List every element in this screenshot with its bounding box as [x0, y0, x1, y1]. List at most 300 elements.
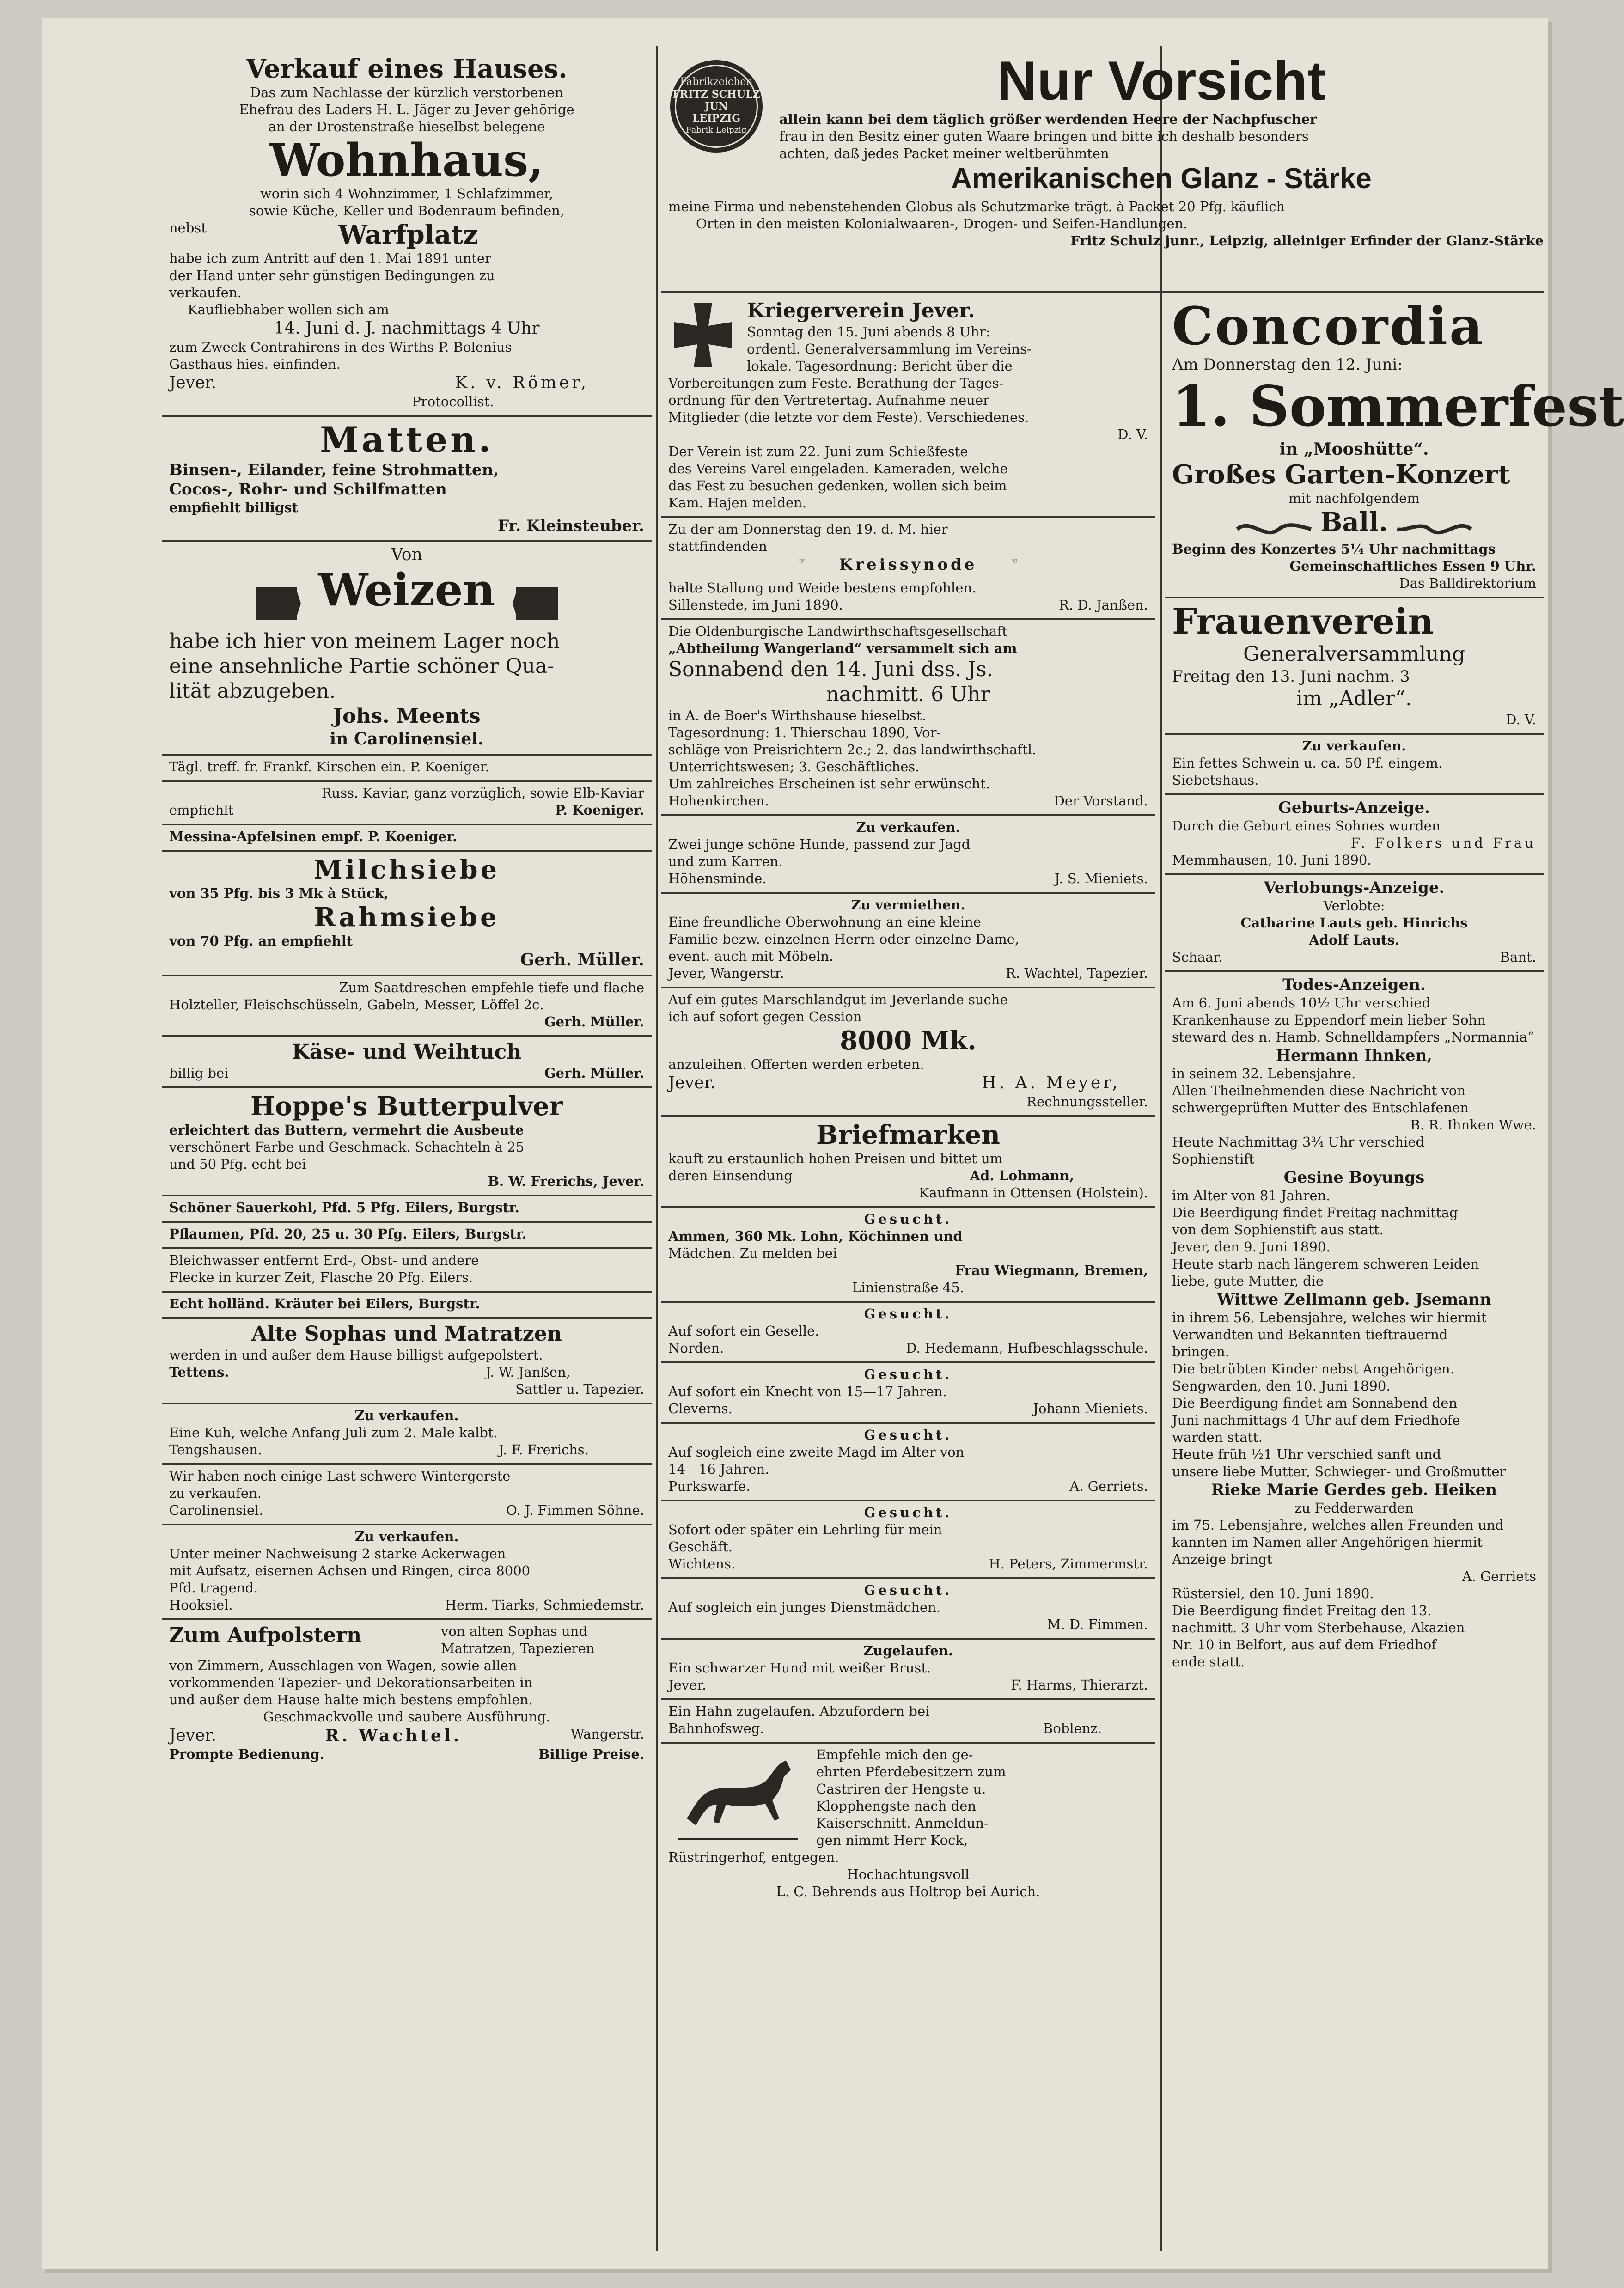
- ad-text: „Abtheilung Wangerland“ versammelt sich am: [668, 640, 1017, 656]
- ad-text: Kaiserschnitt. Anmeldun-: [816, 1815, 989, 1831]
- ad-text: vorkommenden Tapezier- und Dekorationsarbeiten in: [169, 1674, 533, 1690]
- ad-title: Geburts-Anzeige.: [1278, 798, 1430, 817]
- ad-briefmarken: [661, 1117, 1155, 1208]
- ad-concordia: [1165, 296, 1624, 598]
- ad-title: Zugelaufen.: [863, 1642, 953, 1659]
- stamp-text: Fabrik Leipzig: [686, 125, 747, 135]
- ad-subheadline: Großes Garten-Konzert: [1172, 459, 1510, 490]
- ad-text: empfiehlt: [169, 802, 234, 818]
- ad-magd: [661, 1424, 1155, 1501]
- ad-place: Jever.: [668, 1073, 716, 1092]
- ad-text: Gemeinschaftliches Essen 9 Uhr.: [1289, 558, 1536, 574]
- ad-text: Eine Kuh, welche Anfang Juli zum 2. Male kalbt.: [169, 1424, 498, 1440]
- ad-text: das Fest zu besuchen gedenken, wollen sich beim: [668, 478, 1007, 494]
- ad-date: Am Donnerstag den 12. Juni:: [1172, 355, 1403, 374]
- ad-role: Linienstraße 45.: [852, 1279, 964, 1295]
- ad-text: nachmitt. 3 Uhr vom Sterbehause, Akazien: [1172, 1619, 1465, 1635]
- ad-role: Sattler u. Tapezier.: [515, 1381, 644, 1397]
- ad-title: Zum Aufpolstern: [169, 1623, 362, 1647]
- ad-text: Cocos-, Rohr- und Schilfmatten: [169, 480, 447, 499]
- ad-date: Sonnabend den 14. Juni dss. Js.: [668, 657, 993, 681]
- iron-cross-icon: [668, 300, 738, 370]
- ad-place: Jever.: [169, 373, 217, 392]
- ad-signer: O. J. Fimmen Söhne.: [506, 1502, 644, 1518]
- ad-text: Eine freundliche Oberwohnung an eine kleine: [668, 914, 981, 930]
- ad-place: Tettens.: [169, 1364, 229, 1380]
- ad-text: zu verkaufen.: [169, 1485, 262, 1501]
- ad-text: Die Beerdigung findet am Sonnabend den: [1172, 1395, 1458, 1411]
- ad-signer: B. R. Ihnken Wwe.: [1410, 1117, 1536, 1133]
- ad-place: Carolinensiel.: [169, 1502, 263, 1518]
- ad-place: Jever.: [668, 1677, 707, 1693]
- ad-title: Alte Sophas und Matratzen: [251, 1322, 562, 1346]
- ad-text: ende statt.: [1172, 1653, 1245, 1670]
- ad-text: von Zimmern, Ausschlagen von Wagen, sowie allen: [169, 1657, 517, 1673]
- ad-text: Um zahlreiches Erscheinen ist sehr erwünscht.: [668, 775, 990, 792]
- ad-text: und 50 Pfg. echt bei: [169, 1156, 306, 1172]
- ad-text: Billige Preise.: [538, 1746, 644, 1762]
- ad-place: Jever, Wangerstr.: [668, 965, 784, 981]
- ad-text: des Vereins Varel eingeladen. Kameraden, welche: [668, 461, 1008, 476]
- ad-text: sowie Küche, Keller und Bodenraum befinden,: [249, 203, 565, 219]
- ad-text: empfiehlt billigst: [169, 500, 298, 515]
- ad-saat: [162, 976, 652, 1037]
- ad-title: Käse- und Weihtuch: [292, 1040, 522, 1064]
- stamp-text: Fabrikzeichen: [680, 76, 753, 88]
- ad-hund-zugelaufen: [661, 1640, 1155, 1700]
- ad-text: Zwei junge schöne Hunde, passend zur Jagd: [668, 836, 971, 852]
- pointing-hand-icon: [512, 578, 562, 629]
- ad-place: in „Mooshütte“.: [1279, 439, 1429, 459]
- ad-text: Ehefrau des Laders H. L. Jäger zu Jever gehörige: [239, 102, 574, 117]
- ad-text: verschönert Farbe und Geschmack. Schachteln à 25: [169, 1139, 525, 1155]
- ad-headline: Nur Vorsicht: [997, 50, 1326, 112]
- ad-text: Holzteller, Fleischschüsseln, Gabeln, Messer, Löffel 2c.: [169, 996, 544, 1013]
- newspaper-page: [42, 18, 1624, 2269]
- column-rule: [656, 46, 658, 2251]
- ad-place: Purkswarfe.: [668, 1478, 751, 1494]
- ad-pflaumen: Pflaumen, Pfd. 20, 25 u. 30 Pfg. Eilers, Burgstr.: [162, 1223, 652, 1249]
- ad-text: frau in den Besitz einer guten Waare bringen und bitte ich deshalb besonders: [779, 128, 1309, 144]
- ad-title: Kreissynode: [839, 555, 977, 574]
- ad-text: Geschäft.: [668, 1538, 733, 1555]
- ad-text: Krankenhause zu Eppendorf mein lieber Sohn: [1172, 1012, 1486, 1028]
- ad-text: stattfindenden: [668, 538, 767, 554]
- ad-signer: Johann Mieniets.: [1033, 1400, 1148, 1416]
- ad-text: an der Drostenstraße hieselbst belegene: [268, 119, 545, 134]
- ad-text: Auf sofort ein Geselle.: [668, 1323, 819, 1339]
- ad-butterpulver: [162, 1088, 652, 1196]
- ad-text: Das zum Nachlasse der kürzlich verstorbenen: [250, 85, 563, 100]
- ad-place: Sillenstede, im Juni 1890.: [668, 597, 843, 613]
- ad-text: lität abzugeben.: [169, 679, 336, 703]
- ad-title: Zu verkaufen.: [856, 819, 960, 835]
- ad-signer: H. A. Meyer,: [982, 1073, 1120, 1092]
- ad-text: Prompte Bedienung.: [169, 1746, 324, 1762]
- ad-hahn: [661, 1700, 1155, 1744]
- ad-text: warden statt.: [1172, 1429, 1263, 1445]
- ad-text: Kaufliebhaber wollen sich am: [188, 302, 389, 317]
- ad-hengste: [661, 1744, 1155, 1905]
- ad-house-sale: [162, 51, 652, 417]
- ad-text: schläge von Preisrichtern 2c.; 2. das landwirthschaftl.: [668, 741, 1037, 757]
- ad-title: Zu verkaufen.: [354, 1528, 459, 1544]
- ad-text: Am 6. Juni abends 10½ Uhr verschied: [1172, 995, 1431, 1011]
- ad-text: in seinem 32. Lebensjahre.: [1172, 1065, 1356, 1081]
- ad-text: Die betrübten Kinder nebst Angehörigen.: [1172, 1361, 1454, 1377]
- ad-text: erleichtert das Buttern, vermehrt die Ausbeute: [169, 1122, 524, 1138]
- ad-text: Auf sogleich ein junges Dienstmädchen.: [668, 1599, 941, 1615]
- ad-schwein: [1165, 735, 1544, 795]
- ad-text: Zum Saatdreschen empfehle tiefe und flache: [339, 979, 644, 995]
- ad-text: ordnung für den Vertretertag. Aufnahme neuer: [668, 392, 989, 408]
- ad-title: Kriegerverein Jever.: [747, 299, 975, 323]
- horse-icon: [668, 1749, 807, 1846]
- ad-weizen: [162, 542, 652, 756]
- ad-text: von 35 Pfg. bis 3 Mk à Stück,: [169, 885, 389, 901]
- ad-text: Verlobte:: [1323, 897, 1385, 914]
- ad-text: Von: [391, 545, 422, 564]
- ad-signer: D. V.: [1117, 427, 1148, 442]
- ad-title: Briefmarken: [816, 1119, 1000, 1150]
- ad-signer: Das Balldirektorium: [1399, 575, 1536, 591]
- ad-siebe: [162, 852, 652, 976]
- ad-signer: K. v. Römer,: [455, 373, 589, 392]
- ad-aufpolstern: [162, 1620, 652, 1768]
- column-rule: [1160, 46, 1162, 2251]
- ad-text: Die Beerdigung findet Freitag den 13.: [1172, 1602, 1432, 1618]
- ad-text: Wir haben noch einige Last schwere Wintergerste: [169, 1468, 511, 1484]
- ad-place: im „Adler“.: [1296, 686, 1412, 710]
- ad-text: steward des n. Hamb. Schnelldampfers „Normannia“: [1172, 1029, 1534, 1045]
- column-middle: [661, 296, 1155, 1905]
- ad-role: Protocollist.: [412, 394, 494, 409]
- ad-text: achten, daß jedes Packet meiner weltberühmten: [779, 146, 1109, 161]
- ad-text: Heute starb nach längerem schweren Leiden: [1172, 1256, 1479, 1272]
- ad-sauerkohl: Schöner Sauerkohl, Pfd. 5 Pfg. Eilers, Burgstr.: [162, 1196, 652, 1223]
- ad-place: Memmhausen, 10. Juni 1890.: [1172, 852, 1372, 868]
- ad-text: zu Fedderwarden: [1294, 1500, 1414, 1516]
- ad-text: ordentl. Generalversammlung im Vereins-: [747, 341, 1032, 357]
- ad-sophas: [162, 1319, 652, 1404]
- ad-text: Empfehle mich den ge-: [816, 1746, 973, 1763]
- ad-title: Rahmsiebe: [314, 902, 500, 933]
- ad-signer: J. W. Janßen,: [485, 1364, 570, 1380]
- ad-kaese: [162, 1037, 652, 1088]
- ad-nur-vorsicht: [661, 51, 1544, 293]
- ad-text: Orten in den meisten Kolonialwaaren-, Drogen- und Seifen-Handlungen.: [696, 216, 1188, 232]
- ad-text: Pfd. tragend.: [169, 1580, 258, 1596]
- ad-text: zum Zweck Contrahirens in des Wirths P. Bolenius: [169, 339, 512, 355]
- ad-place: Bant.: [1500, 949, 1536, 965]
- ad-place: Wichtens.: [668, 1556, 736, 1572]
- ad-title: Zu verkaufen.: [1302, 738, 1406, 754]
- ad-place: in Carolinensiel.: [330, 729, 484, 749]
- ad-text: im 75. Lebensjahre, welches allen Freunden und: [1172, 1517, 1504, 1533]
- ad-text: Tagesordnung: 1. Thierschau 1890, Vor-: [668, 724, 941, 740]
- ad-text: Allen Theilnehmenden diese Nachricht von: [1172, 1082, 1466, 1098]
- ad-signer: J. S. Mieniets.: [1054, 870, 1148, 886]
- ad-text: Unter meiner Nachweisung 2 starke Ackerwagen: [169, 1545, 506, 1562]
- ad-signer: D. Hedemann, Hufbeschlagsschule.: [906, 1340, 1148, 1356]
- ad-title: Gesucht.: [864, 1582, 952, 1598]
- ad-text: deren Einsendung: [668, 1167, 793, 1184]
- ad-name: Gesine Boyungs: [1283, 1168, 1425, 1187]
- ad-name: Catharine Lauts geb. Hinrichs: [1240, 915, 1468, 931]
- ad-name: Wittwe Zellmann geb. Jsemann: [1217, 1290, 1491, 1309]
- ad-text: habe ich hier von meinem Lager noch: [169, 629, 560, 653]
- ad-amount: 8000 Mk.: [840, 1025, 977, 1056]
- ad-text: nebst: [169, 220, 207, 236]
- ad-text: in A. de Boer's Wirthshause hieselbst.: [668, 707, 926, 723]
- ad-signer: Der Vorstand.: [1054, 793, 1148, 809]
- ad-text: von alten Sophas und Matratzen, Tapezieren: [441, 1623, 595, 1656]
- ad-text: von 70 Pfg. an empfiehlt: [169, 933, 353, 949]
- ad-ammen: [661, 1208, 1155, 1303]
- ad-place: Hohenkirchen.: [668, 793, 769, 809]
- ad-place: Siebetshaus.: [1172, 772, 1259, 788]
- ad-text: in ihrem 56. Lebensjahre, welches wir hiermit: [1172, 1309, 1487, 1325]
- ad-hunde: [661, 816, 1155, 894]
- ad-text: Russ. Kaviar, ganz vorzüglich, sowie Elb-Kaviar: [321, 785, 644, 801]
- ad-text: Ammen, 360 Mk. Lohn, Köchinnen und: [668, 1228, 963, 1244]
- ad-text: Nr. 10 in Belfort, aus auf dem Friedhof: [1172, 1636, 1436, 1653]
- ad-date: Freitag den 13. Juni nachm. 3: [1172, 667, 1410, 686]
- ad-title: Gesucht.: [864, 1427, 952, 1443]
- ad-signer: A. Gerriets.: [1069, 1478, 1148, 1494]
- ad-signer: R. Wachtel, Tapezier.: [1005, 965, 1148, 981]
- ornament-icon: [1397, 518, 1471, 541]
- ad-text: Juni nachmittags 4 Uhr auf dem Friedhofe: [1172, 1412, 1460, 1428]
- ad-signer: Johs. Meents: [333, 704, 481, 728]
- ad-title: Milchsiebe: [313, 854, 500, 885]
- ad-text: ich auf sofort gegen Cession: [668, 1008, 862, 1025]
- ad-signer: R. D. Janßen.: [1059, 597, 1148, 613]
- ad-title: Todes-Anzeigen.: [1282, 975, 1426, 994]
- column-right: [1165, 296, 1624, 1675]
- ad-bleichwasser: [162, 1249, 652, 1293]
- ad-signer: Frau Wiegmann, Bremen,: [955, 1262, 1148, 1278]
- ad-text: Bleichwasser entfernt Erd-, Obst- und andere: [169, 1252, 479, 1268]
- ad-signer: Boblenz.: [1043, 1720, 1102, 1736]
- ad-text: eine ansehnliche Partie schöner Qua-: [169, 654, 555, 678]
- ad-text: Zu der am Donnerstag den 19. d. M. hier: [668, 521, 948, 537]
- ad-verlobung: [1165, 875, 1544, 972]
- ad-text: schwergeprüften Mutter des Entschlafenen: [1172, 1099, 1469, 1116]
- ad-title: Zu vermiethen.: [851, 897, 965, 913]
- ad-text: Ein Hahn zugelaufen. Abzufordern bei: [668, 1703, 930, 1719]
- ad-text: und zum Karren.: [668, 853, 783, 869]
- ornament-icon: [1237, 518, 1311, 541]
- ad-text: Geschmackvolle und saubere Ausführung.: [263, 1708, 550, 1725]
- ad-text: ehrten Pferdebesitzern zum: [816, 1763, 1006, 1780]
- ad-text: Gasthaus hies. einfinden.: [169, 356, 341, 372]
- ad-kriegerverein: [661, 296, 1155, 518]
- ad-text: kauft zu erstaunlich hohen Preisen und bittet um: [668, 1150, 1003, 1166]
- ad-name: Hermann Ihnken,: [1276, 1046, 1433, 1065]
- ad-todesanzeigen: [1165, 972, 1544, 1675]
- ad-signer: A. Gerriets: [1462, 1568, 1536, 1584]
- ad-place: Hooksiel.: [169, 1597, 233, 1613]
- ad-text: Binsen-, Eilander, feine Strohmatten,: [169, 461, 499, 479]
- ad-kreissynode: [661, 518, 1155, 620]
- ad-matten: [162, 417, 652, 542]
- ad-place: Cleverns.: [668, 1400, 733, 1416]
- ad-title: Gesucht.: [864, 1211, 952, 1227]
- ad-text: 14—16 Jahren.: [668, 1461, 769, 1477]
- ad-wintergerste: [162, 1465, 652, 1525]
- ad-dienstmaedchen: [661, 1579, 1155, 1640]
- ad-signer: Fritz Schulz junr., Leipzig, alleiniger Erfinder der Glanz-Stärke: [1070, 233, 1544, 249]
- ad-geburt: [1165, 795, 1544, 875]
- stamp-text: FRITZ SCHULZ JUN: [672, 88, 760, 112]
- ad-text: Unterrichtswesen; 3. Geschäftliches.: [668, 758, 920, 775]
- ad-signer: R. Wachtel.: [325, 1726, 462, 1745]
- ad-name: Rieke Marie Gerdes geb. Heiken: [1211, 1480, 1497, 1499]
- ad-text: halte Stallung und Weide bestens empfohlen.: [668, 580, 977, 596]
- ad-street: Wangerstr.: [570, 1726, 644, 1742]
- ad-text: werden in und außer dem Hause billigst aufgepolstert.: [169, 1347, 543, 1363]
- ad-product: Amerikanischen Glanz - Stärke: [951, 163, 1372, 195]
- ad-subheadline: Ball.: [1320, 507, 1388, 537]
- globus-trademark-icon: [670, 60, 763, 153]
- ad-text: lokale. Tagesordnung: Bericht über die: [747, 358, 1013, 374]
- ad-text: Vorbereitungen zum Feste. Berathung der Tages-: [668, 375, 1004, 391]
- ad-landwirthschaft: [661, 620, 1155, 816]
- ad-text: Beginn des Konzertes 5¼ Uhr nachmittags: [1172, 541, 1496, 557]
- ad-place: Höhensminde.: [668, 870, 767, 886]
- ad-place: Rüstersiel, den 10. Juni 1890.: [1172, 1585, 1374, 1601]
- ad-role: Rechnungssteller.: [1026, 1093, 1148, 1110]
- ad-text: Mädchen. Zu melden bei: [668, 1245, 837, 1261]
- ad-subheadline: Generalversammlung: [1243, 642, 1465, 666]
- stamp-text: LEIPZIG: [692, 112, 741, 124]
- ad-text: Hochachtungsvoll: [847, 1866, 970, 1882]
- ad-title: Gesucht.: [864, 1366, 952, 1382]
- ad-text: event. auch mit Möbeln.: [668, 948, 834, 964]
- ad-text: meine Firma und nebenstehenden Globus als Schutzmarke trägt. à Packet 20 Pfg. käuflich: [668, 199, 1285, 214]
- ad-kuh: [162, 1404, 652, 1465]
- ad-messina: Messina-Apfelsinen empf. P. Koeniger.: [162, 825, 652, 852]
- ad-signer: Herm. Tiarks, Schmiedemstr.: [445, 1597, 644, 1613]
- ad-signer: Gerh. Müller.: [520, 950, 644, 970]
- ad-place: Jever, den 9. Juni 1890.: [1172, 1239, 1331, 1255]
- ad-text: Mitglieder (die letzte vor dem Feste). Verschiedenes.: [668, 409, 1029, 425]
- ad-title: Verkauf eines Hauses.: [246, 54, 568, 84]
- ad-text: Auf sogleich eine zweite Magd im Alter von: [668, 1444, 965, 1460]
- ad-text: Heute früh ½1 Uhr verschied sanft und: [1172, 1446, 1441, 1462]
- ad-signer: Ad. Lohmann,: [970, 1167, 1074, 1184]
- ad-headline: Frauenverein: [1172, 600, 1434, 642]
- ad-subheadline: Warfplatz: [338, 220, 478, 250]
- ad-place: Bahnhofsweg.: [668, 1720, 764, 1736]
- ad-place: Jever.: [169, 1726, 217, 1745]
- ad-text: habe ich zum Antritt auf den 1. Mai 1891 unter: [169, 250, 491, 266]
- ad-text: mit nachfolgendem: [1288, 490, 1420, 506]
- ad-text: Die Oldenburgische Landwirthschaftsgesellschaft: [668, 623, 1007, 639]
- ad-title: Gesucht.: [864, 1306, 952, 1322]
- ad-place: Sengwarden, den 10. Juni 1890.: [1172, 1378, 1391, 1394]
- ad-signer: Gerh. Müller.: [544, 1065, 644, 1081]
- ad-text: liebe, gute Mutter, die: [1172, 1273, 1324, 1289]
- ad-frauenverein: [1165, 598, 1544, 735]
- ad-title: Gesucht.: [864, 1504, 952, 1520]
- ad-text: Familie bezw. einzelnen Herrn oder einzelne Dame,: [668, 931, 1020, 947]
- ad-text: gen nimmt Herr Kock,: [816, 1832, 968, 1848]
- ad-text: Klopphengste nach den: [816, 1798, 977, 1814]
- ad-date: 14. Juni d. J. nachmittags 4 Uhr: [274, 319, 540, 338]
- ad-signer: L. C. Behrends aus Holtrop bei Aurich.: [776, 1883, 1040, 1899]
- ad-signer: D. V.: [1506, 711, 1536, 727]
- ad-text: Ein fettes Schwein u. ca. 50 Pf. eingem.: [1172, 755, 1443, 771]
- ad-signer: F. Harms, Thierarzt.: [1011, 1677, 1148, 1693]
- ad-text: Flecke in kurzer Zeit, Flasche 20 Pfg. Eilers.: [169, 1269, 473, 1285]
- ad-text: Sonntag den 15. Juni abends 8 Uhr:: [747, 324, 990, 340]
- ad-text: Anzeige bringt: [1172, 1551, 1272, 1567]
- ad-text: Auf sofort ein Knecht von 15—17 Jahren.: [668, 1383, 947, 1399]
- ad-signer: Fr. Kleinsteuber.: [498, 517, 644, 535]
- ad-text: Rüstringerhof, entgegen.: [668, 1849, 839, 1865]
- ad-title: Zu verkaufen.: [354, 1407, 459, 1423]
- ad-signer: M. D. Fimmen.: [1047, 1616, 1148, 1632]
- ad-lehrling: [661, 1501, 1155, 1579]
- ad-text: unsere liebe Mutter, Schwieger- und Großmutter: [1172, 1463, 1506, 1479]
- ad-text: Ein schwarzer Hund mit weißer Brust.: [668, 1660, 931, 1676]
- ad-signer: J. F. Frerichs.: [498, 1441, 589, 1458]
- ad-text: worin sich 4 Wohnzimmer, 1 Schlafzimmer,: [260, 186, 554, 201]
- ad-text: bringen.: [1172, 1343, 1230, 1360]
- ad-text: Heute Nachmittag 3¾ Uhr verschied: [1172, 1134, 1425, 1150]
- ad-geselle: [661, 1303, 1155, 1363]
- ad-knecht: [661, 1363, 1155, 1424]
- ad-text: kannten im Namen aller Angehörigen hiermit: [1172, 1534, 1483, 1550]
- ad-text: im Alter von 81 Jahren.: [1172, 1187, 1331, 1203]
- ornament-icon: ☞: [799, 556, 806, 565]
- ad-text: Verwandten und Bekannten tieftrauernd: [1172, 1326, 1448, 1342]
- column-left: [162, 51, 652, 1768]
- ad-anleihe: [661, 988, 1155, 1117]
- ad-kraeuter: Echt holländ. Kräuter bei Eilers, Burgstr.: [162, 1293, 652, 1319]
- ad-place: Tengshausen.: [169, 1441, 262, 1458]
- ad-vermiethen: [661, 894, 1155, 988]
- ad-place: Norden.: [668, 1340, 724, 1356]
- ad-signer: P. Koeniger.: [555, 802, 644, 818]
- ad-text: Durch die Geburt eines Sohnes wurden: [1172, 818, 1441, 834]
- ad-headline: Concordia: [1172, 296, 1485, 357]
- ad-signer: B. W. Frerichs, Jever.: [488, 1173, 644, 1189]
- ad-text: Castriren der Hengste u.: [816, 1781, 986, 1797]
- ad-date: nachmitt. 6 Uhr: [826, 682, 990, 706]
- ad-signer: H. Peters, Zimmermstr.: [989, 1556, 1148, 1572]
- ornament-icon: ☜: [1011, 556, 1018, 565]
- ad-text: Sophienstift: [1172, 1151, 1254, 1167]
- ad-ackerwagen: [162, 1525, 652, 1620]
- ad-text: verkaufen.: [169, 285, 242, 300]
- ad-kirschen: Tägl. treff. fr. Frankf. Kirschen ein. P. Koeniger.: [162, 756, 652, 782]
- ad-place: Schaar.: [1172, 949, 1223, 965]
- ad-name: Adolf Lauts.: [1309, 932, 1399, 948]
- ad-headline: 1. Sommerfest: [1172, 374, 1624, 439]
- ad-text: Kam. Hajen melden.: [668, 495, 807, 511]
- pointing-hand-icon: [251, 578, 302, 629]
- ad-text: Auf ein gutes Marschlandgut im Jeverlande suche: [668, 991, 1008, 1007]
- ad-text: mit Aufsatz, eisernen Achsen und Ringen, circa 8000: [169, 1562, 531, 1579]
- ad-text: von dem Sophienstift aus statt.: [1172, 1221, 1384, 1238]
- ad-signer: F. Folkers und Frau: [1350, 835, 1536, 851]
- ad-title: Hoppe's Butterpulver: [250, 1091, 563, 1122]
- ad-text: Der Verein ist zum 22. Juni zum Schießfeste: [668, 444, 968, 459]
- ad-text: Sofort oder später ein Lehrling für mein: [668, 1521, 942, 1538]
